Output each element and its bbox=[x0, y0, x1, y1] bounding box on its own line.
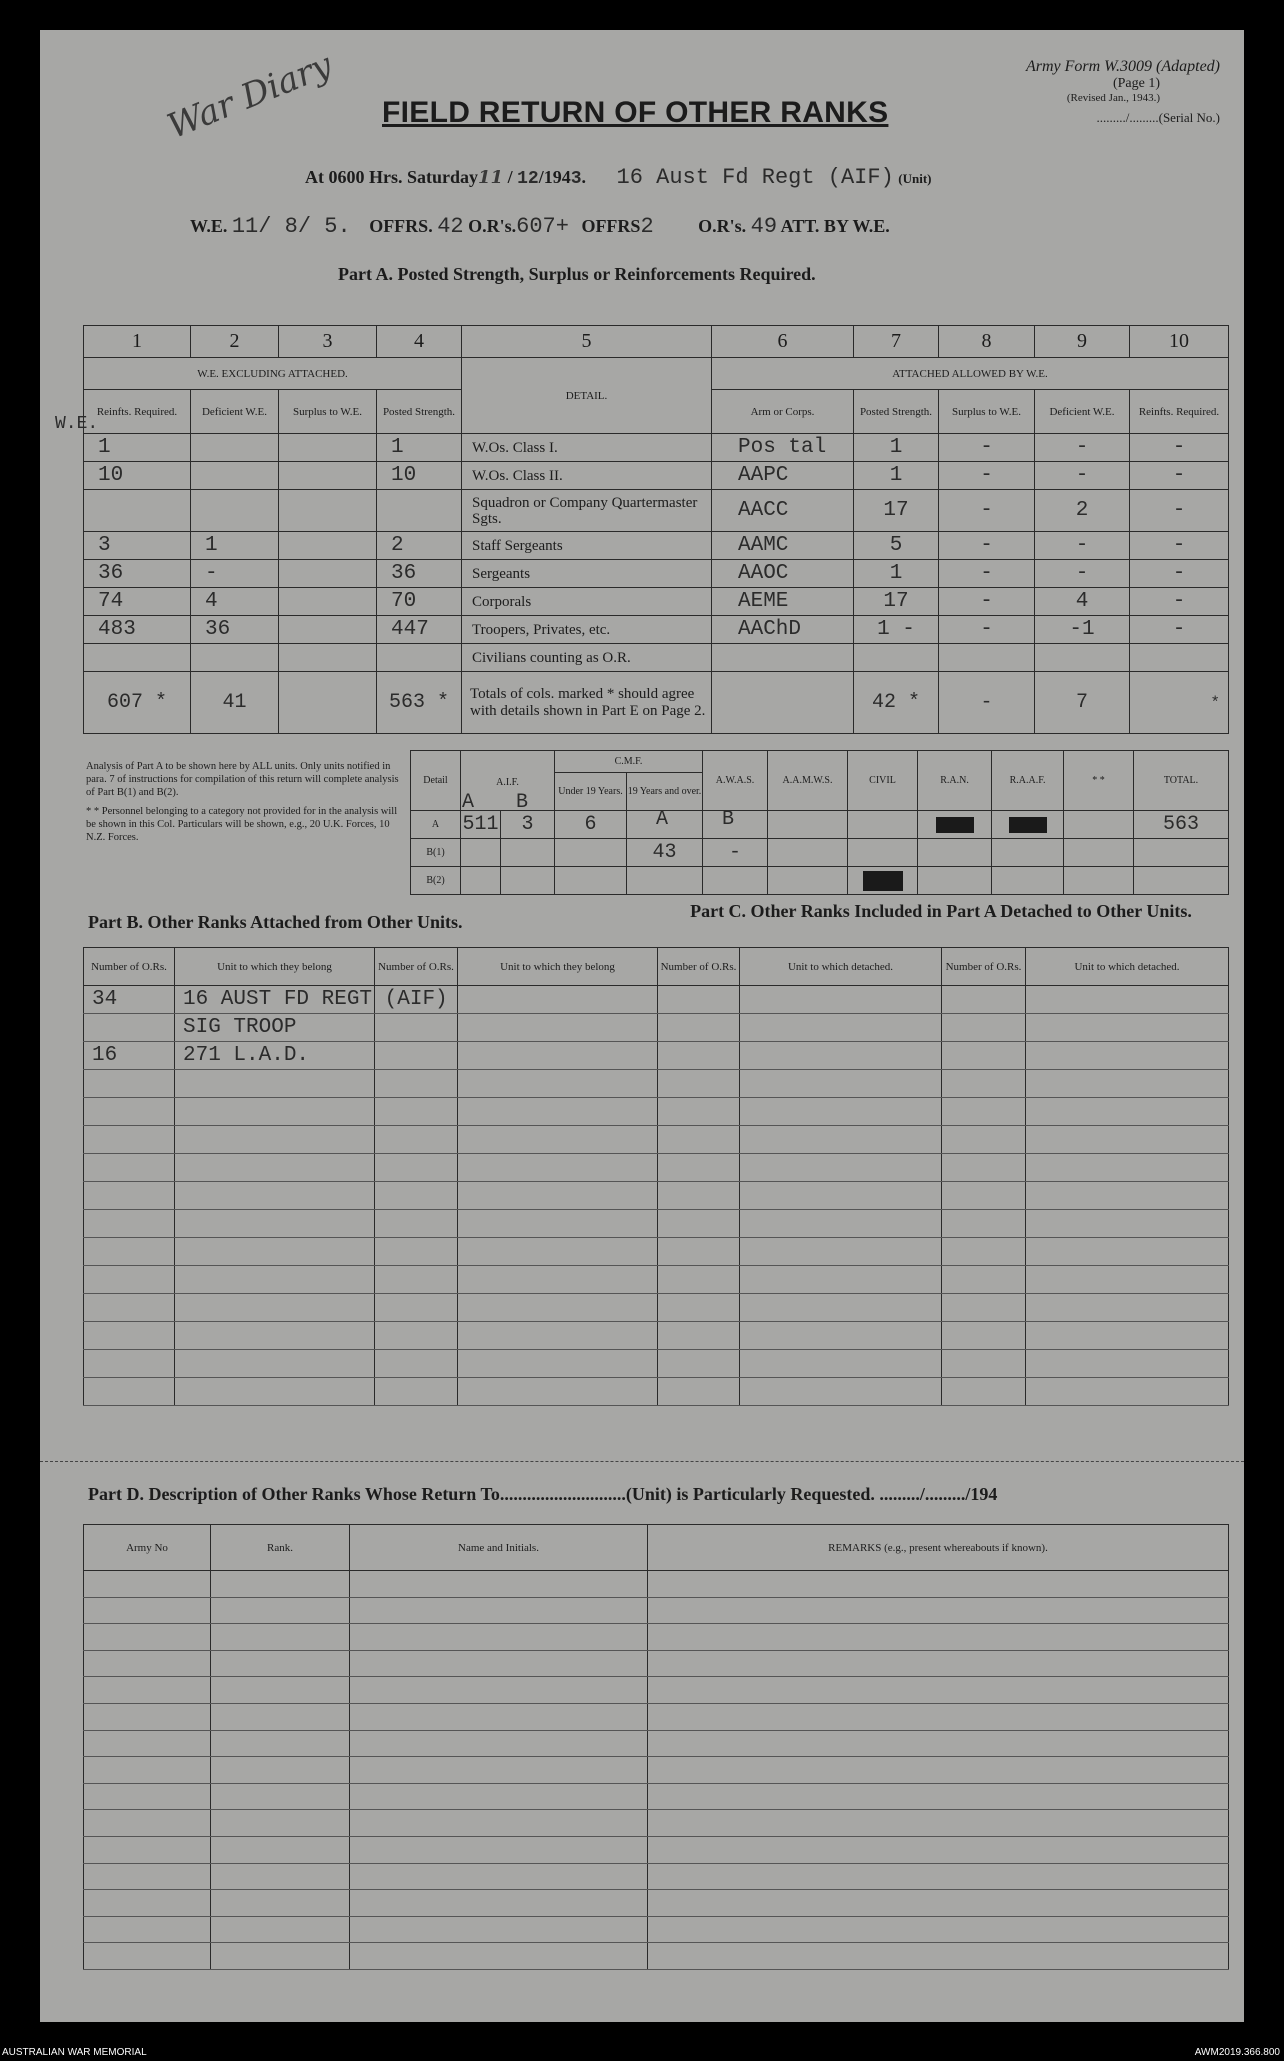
remarks-header: REMARKS (e.g., present whereabouts if known). bbox=[648, 1525, 1229, 1571]
revised-date: (Revised Jan., 1943.) bbox=[1066, 92, 1160, 104]
date-line: At 0600 Hrs. Saturday11 / 12/1943. 16 Aust Fd Regt (AIF) (Unit) bbox=[305, 165, 932, 190]
part-bc-row bbox=[84, 1350, 1229, 1378]
handwritten-ab: A B bbox=[462, 791, 529, 814]
part-bc-row bbox=[84, 1182, 1229, 1210]
part-a-row: 3 1 2 Staff Sergeants AAMC 5 - - - bbox=[84, 532, 1229, 560]
part-bc-row bbox=[84, 1098, 1229, 1126]
part-bc-row bbox=[84, 1238, 1229, 1266]
part-a-table bbox=[83, 325, 1229, 734]
page-number: (Page 1) bbox=[1112, 76, 1160, 91]
part-d-row bbox=[84, 1703, 1229, 1730]
army-form-number: Army Form W.3009 (Adapted) bbox=[1025, 58, 1220, 75]
part-d-row bbox=[84, 1863, 1229, 1890]
part-a-row: 36 - 36 Sergeants AAOC 1 - - - bbox=[84, 560, 1229, 588]
part-c-title: Part C. Other Ranks Included in Part A Detached to Other Units. bbox=[690, 901, 1192, 921]
attached-posted-header: Posted Strength. bbox=[854, 390, 939, 434]
footer-right: AWM2019.366.800 bbox=[1194, 2047, 1280, 2058]
page-title: FIELD RETURN OF OTHER RANKS bbox=[382, 96, 889, 129]
part-bc-row bbox=[84, 1210, 1229, 1238]
part-a-row: 483 36 447 Troopers, Privates, etc. AAChD 1 - - -1 - bbox=[84, 616, 1229, 644]
redaction-block bbox=[863, 871, 903, 891]
we-excluding-header: W.E. EXCLUDING ATTACHED. bbox=[84, 358, 462, 390]
part-d-row bbox=[84, 1730, 1229, 1757]
redaction-block bbox=[1009, 817, 1047, 833]
attached-deficient-header: Deficient W.E. bbox=[1035, 390, 1130, 434]
part-bc-row: 34 16 AUST FD REGT (AIF) bbox=[84, 986, 1229, 1014]
part-d-row bbox=[84, 1783, 1229, 1810]
part-a-row: 74 4 70 Corporals AEME 17 - 4 - bbox=[84, 588, 1229, 616]
part-d-row bbox=[84, 1943, 1229, 1970]
part-a-row: 10 10 W.Os. Class II. AAPC 1 - - - bbox=[84, 462, 1229, 490]
unit-name: 16 Aust Fd Regt (AIF) bbox=[616, 165, 894, 190]
form-reference bbox=[940, 58, 1220, 126]
redaction-block bbox=[936, 817, 974, 833]
part-d-row bbox=[84, 1677, 1229, 1704]
arm-corps-header: Arm or Corps. bbox=[712, 390, 854, 434]
posted-strength-header: Posted Strength. bbox=[377, 390, 462, 434]
detail-header: DETAIL. bbox=[462, 358, 712, 434]
margin-note: W.E. bbox=[55, 414, 99, 434]
part-bc-row: 16 271 L.A.D. bbox=[84, 1042, 1229, 1070]
part-a-row: Civilians counting as O.R. bbox=[84, 644, 1229, 672]
part-d-row bbox=[84, 1650, 1229, 1677]
handwritten-note: War Diary bbox=[162, 45, 338, 148]
part-bc-row: SIG TROOP bbox=[84, 1014, 1229, 1042]
serial-number-label: ........./.........(Serial No.) bbox=[1096, 110, 1220, 125]
part-d-title: Part D. Description of Other Ranks Whose Return To............................(Unit) is Particularly Requested. ........./........./194 bbox=[88, 1484, 998, 1504]
analysis-table: Detail A.I.F. C.M.F. A.W.A.S. A.A.M.W.S. CIVIL R.A.N. R.A.A.F. * * TOTAL. Under 19 Years. 19 Years and over. A 511 3 6 563 B(1) 43 - B(2) bbox=[410, 750, 1229, 895]
part-d-row bbox=[84, 1757, 1229, 1784]
part-a-row: 1 1 W.Os. Class I. Pos tal 1 - - - bbox=[84, 434, 1229, 462]
attached-allowed-header: ATTACHED ALLOWED BY W.E. bbox=[712, 358, 1229, 390]
attached-surplus-header: Surplus to W.E. bbox=[939, 390, 1035, 434]
part-bc-row bbox=[84, 1322, 1229, 1350]
part-bc-row bbox=[84, 1126, 1229, 1154]
analysis-note: Analysis of Part A to be shown here by ALL units. Only units notified in para. 7 of instructions for compilation of this return will complete analysis of Part B(1) and B(2). * * Personnel belonging to a category not provided for in the analysis will be shown in this Col. Particulars will be shown, e.g., 20 U.K. Forces, 10 N.Z. Forces. bbox=[86, 761, 399, 843]
part-d-row bbox=[84, 1836, 1229, 1863]
part-d-row bbox=[84, 1624, 1229, 1651]
name-header: Name and Initials. bbox=[350, 1525, 648, 1571]
army-no-header: Army No bbox=[84, 1525, 211, 1571]
part-a-row: Squadron or Company Quartermaster Sgts. AACC 17 - 2 - bbox=[84, 490, 1229, 532]
part-bc-row bbox=[84, 1070, 1229, 1098]
part-bc-row bbox=[84, 1378, 1229, 1406]
column-numbers: 1 2 3 4 5 6 7 8 9 10 bbox=[84, 326, 1229, 358]
part-bc-row bbox=[84, 1154, 1229, 1182]
reinfts-required-header: Reinfts. Required. bbox=[84, 390, 191, 434]
totals-row: 607 * 41 563 * Totals of cols. marked * should agree with details shown in Part E on Page 2. 42 * - 7 * bbox=[84, 672, 1229, 734]
part-d-row bbox=[84, 1916, 1229, 1943]
part-d-row bbox=[84, 1890, 1229, 1917]
perforation-line bbox=[40, 1461, 1244, 1462]
part-d-row bbox=[84, 1810, 1229, 1837]
part-d-row bbox=[84, 1571, 1229, 1598]
part-b-title: Part B. Other Ranks Attached from Other Units. bbox=[88, 912, 463, 932]
establishment-line: W.E. 11/ 8/ 5. OFFRS. 42 O.R's.607+ OFFRS2 O.R's. 49 ATT. BY W.E. bbox=[190, 214, 890, 239]
attached-reinfts-header: Reinfts. Required. bbox=[1130, 390, 1229, 434]
part-bc-row bbox=[84, 1266, 1229, 1294]
part-bc-table: Number of O.Rs. Unit to which they belong Number of O.Rs. Unit to which they belong Number of O.Rs. Unit to which detached. Number of O.Rs. Unit to which detached. 34 16 AUST FD REGT (AIF) SIG TROOP 16 271 L.A.D. bbox=[83, 947, 1229, 1406]
part-d-row bbox=[84, 1597, 1229, 1624]
surplus-header: Surplus to W.E. bbox=[279, 390, 377, 434]
part-a-title: Part A. Posted Strength, Surplus or Reinforcements Required. bbox=[338, 264, 816, 284]
part-bc-row bbox=[84, 1294, 1229, 1322]
footer-left: AUSTRALIAN WAR MEMORIAL bbox=[2, 2047, 147, 2058]
rank-header: Rank. bbox=[211, 1525, 350, 1571]
part-d-table bbox=[83, 1524, 1229, 1970]
deficient-header: Deficient W.E. bbox=[191, 390, 279, 434]
handwritten-ab-cmf: A B bbox=[656, 808, 735, 831]
